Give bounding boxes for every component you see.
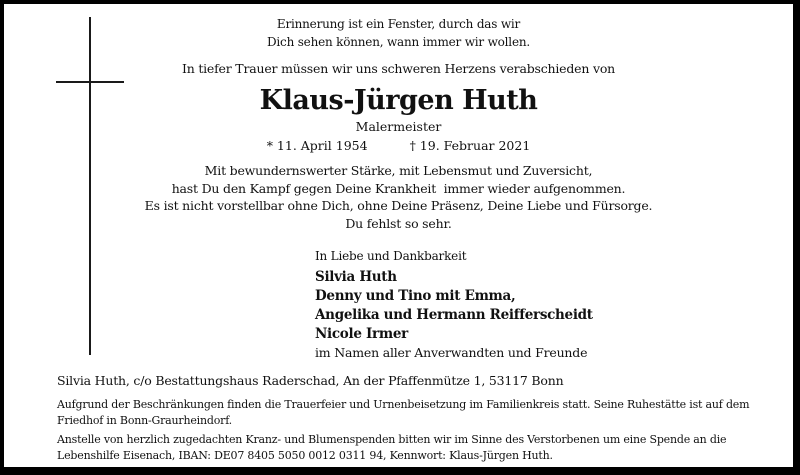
cross-horizontal-bar: [56, 81, 124, 83]
mourner-name: Denny und Tino mit Emma,: [315, 288, 516, 304]
mourners-intro: In Liebe und Dankbarkeit: [315, 249, 467, 263]
birth-date: * 11. April 1954: [266, 138, 368, 153]
mourner-name: Nicole Irmer: [315, 326, 408, 342]
motto: [4, 15, 793, 51]
mourner-name: Angelika und Hermann Reifferscheidt: [315, 307, 593, 323]
contact-address: Silvia Huth, c/o Bestattungshaus Raderschad, An der Pfaffenmütze 1, 53117 Bonn: [57, 373, 564, 388]
death-date: † 19. Februar 2021: [409, 138, 531, 153]
obituary-notice: [4, 4, 793, 467]
mourner-name: Silvia Huth: [315, 269, 397, 285]
donation-notice: Anstelle von herzlich zugedachten Kranz- und Blumenspenden bitten wir im Sinne des Verstorbenen um eine Spende an die Lebenshilfe Eisenach, IBAN: DE07 8405 5050 0012 0311 94, Kennwort: Klaus-Jürgen Huth.: [57, 433, 727, 462]
motto-line: Dich sehen können, wann immer wir wollen.: [267, 35, 530, 49]
intro-text: In tiefer Trauer müssen wir uns schweren Herzens verabschieden von: [181, 61, 616, 76]
mourners-block: [315, 247, 593, 361]
tribute-line: Du fehlst so sehr.: [345, 215, 452, 231]
profession: Malermeister: [355, 119, 442, 134]
tribute-line: hast Du den Kampf gegen Deine Krankheit immer wieder aufgenommen.: [171, 180, 626, 196]
tribute-line: Mit bewundernswerter Stärke, mit Lebensmut und Zuversicht,: [204, 163, 593, 178]
mourners-closing: im Namen aller Anverwandten und Freunde: [315, 345, 588, 360]
tribute-line: Es ist nicht vorstellbar ohne Dich, ohne Deine Präsenz, Deine Liebe und Fürsorge.: [144, 198, 653, 213]
motto-line: Erinnerung ist ein Fenster, durch das wir: [276, 17, 521, 31]
funeral-notice: Aufgrund der Beschränkungen finden die Trauerfeier und Urnenbeisetzung im Familienkreis statt. Seine Ruhestätte ist auf dem Friedhof in Bonn-Graurheindorf.: [57, 398, 750, 427]
tribute-text: [4, 162, 793, 232]
life-dates: [4, 137, 793, 155]
deceased-name: Klaus-Jürgen Huth: [259, 85, 538, 116]
